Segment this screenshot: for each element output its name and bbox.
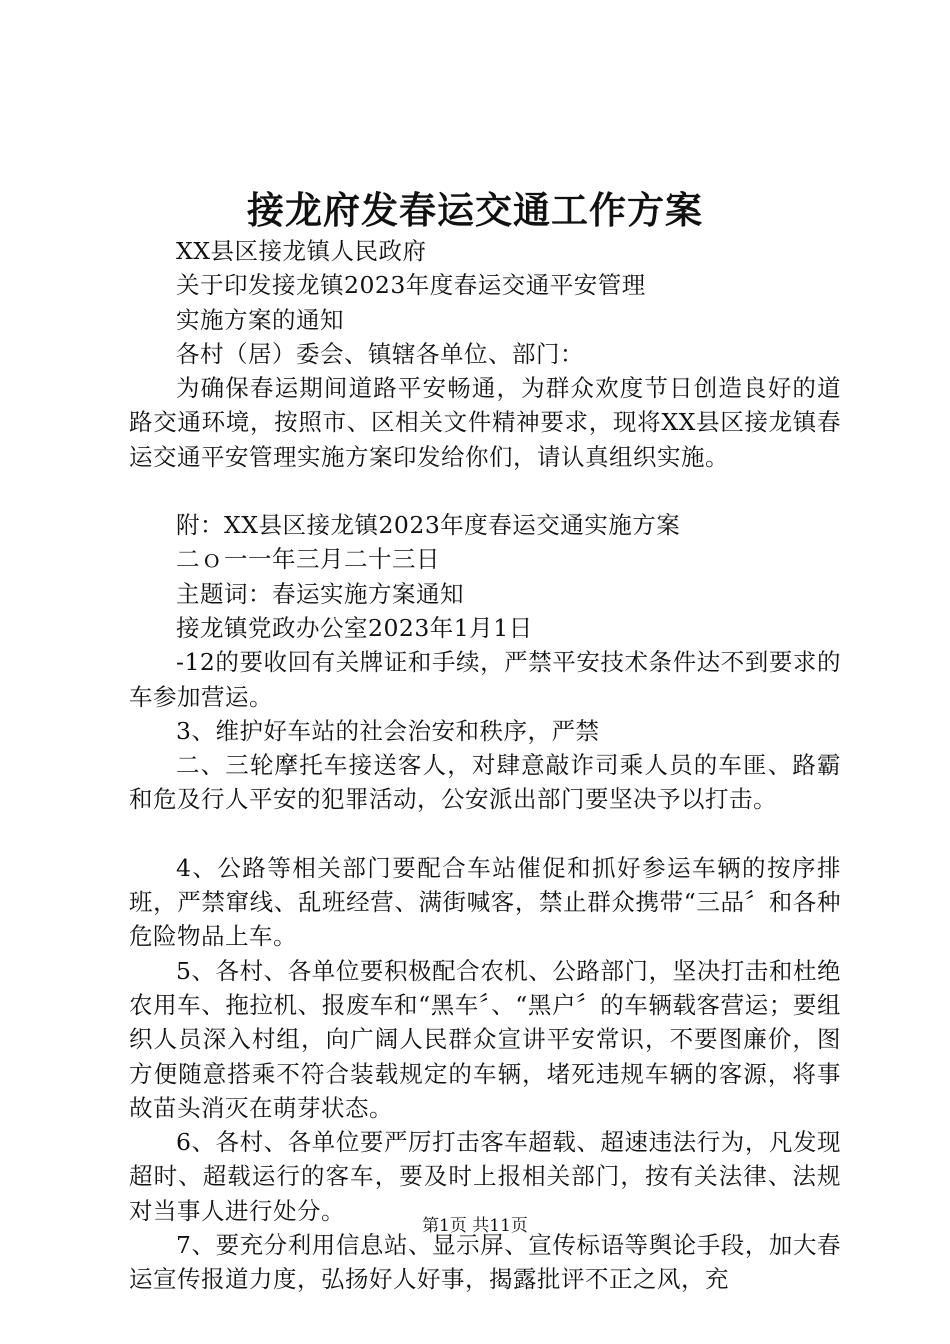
- paragraph-item-4: 4、公路等相关部门要配合车站催促和抓好参运车辆的按序排班，严禁窜线、乱班经营、满街喊客，禁止群众携带“三品〞和各种危险物品上车。: [129, 853, 841, 951]
- addressee-line: 各村（居）委会、镇辖各单位、部门：: [176, 339, 584, 368]
- date-line: 二ｏ一一年三月二十三日: [176, 545, 440, 574]
- paragraph-item-3: 3、维护好车站的社会治安和秩序，严禁: [176, 716, 600, 745]
- paragraph-item-5: 5、各村、各单位要积极配合农机、公路部门，坚决打击和杜绝农用车、拖拉机、报废车和“黑车〞、“黑户〞的车辆载客营运；要组织人员深入村组，向广阔人民群众宣讲平安常识，不要图廉价，图方便随意搭乘不符合装载规定的车辆，堵死违规车辆的客源，将事故苗头消灭在萌芽状态。: [129, 956, 841, 1122]
- page-footer: [0, 1215, 950, 1237]
- document-title: 接龙府发春运交通工作方案: [247, 188, 703, 232]
- paragraph-item-6: 6、各村、各单位要严厉打击客车超载、超速违法行为，凡发现超时、超载运行的客车，要及时上报相关部门，按有关法律、法规对当事人进行处分。: [129, 1128, 841, 1225]
- page-number: 第1页: [422, 1216, 467, 1236]
- issuer-line: XX县区接龙镇人民政府: [176, 237, 427, 265]
- paragraph-item-7: 7、要充分利用信息站、显示屏、宣传标语等舆论手段，加大春运宣传报道力度，弘扬好人好事，揭露批评不正之风，充: [129, 1231, 841, 1294]
- notice-title-line-2: 实施方案的通知: [176, 305, 344, 334]
- document-body: [129, 234, 841, 1297]
- paragraph-permits: -12的要收回有关牌证和手续，严禁平安技术条件达不到要求的车参加营运。: [129, 648, 841, 711]
- page-total: 共11页: [472, 1216, 528, 1236]
- keywords-line: 主题词：春运实施方案通知: [176, 579, 464, 608]
- notice-title-line-1: 关于印发接龙镇2023年度春运交通平安管理: [176, 271, 646, 300]
- office-line: 接龙镇党政办公室2023年1月1日: [176, 613, 533, 642]
- attachment-line: 附：XX县区接龙镇2023年度春运交通实施方案: [176, 511, 681, 540]
- paragraph-motorcycles: 二、三轮摩托车接送客人，对肆意敲诈司乘人员的车匪、路霸和危及行人平安的犯罪活动，公安派出部门要坚决予以打击。: [129, 751, 841, 814]
- intro-paragraph: 为确保春运期间道路平安畅通，为群众欢度节日创造良好的道路交通环境，按照市、区相关文件精神要求，现将XX县区接龙镇春运交通平安管理实施方案印发给你们，请认真组织实施。: [129, 374, 841, 471]
